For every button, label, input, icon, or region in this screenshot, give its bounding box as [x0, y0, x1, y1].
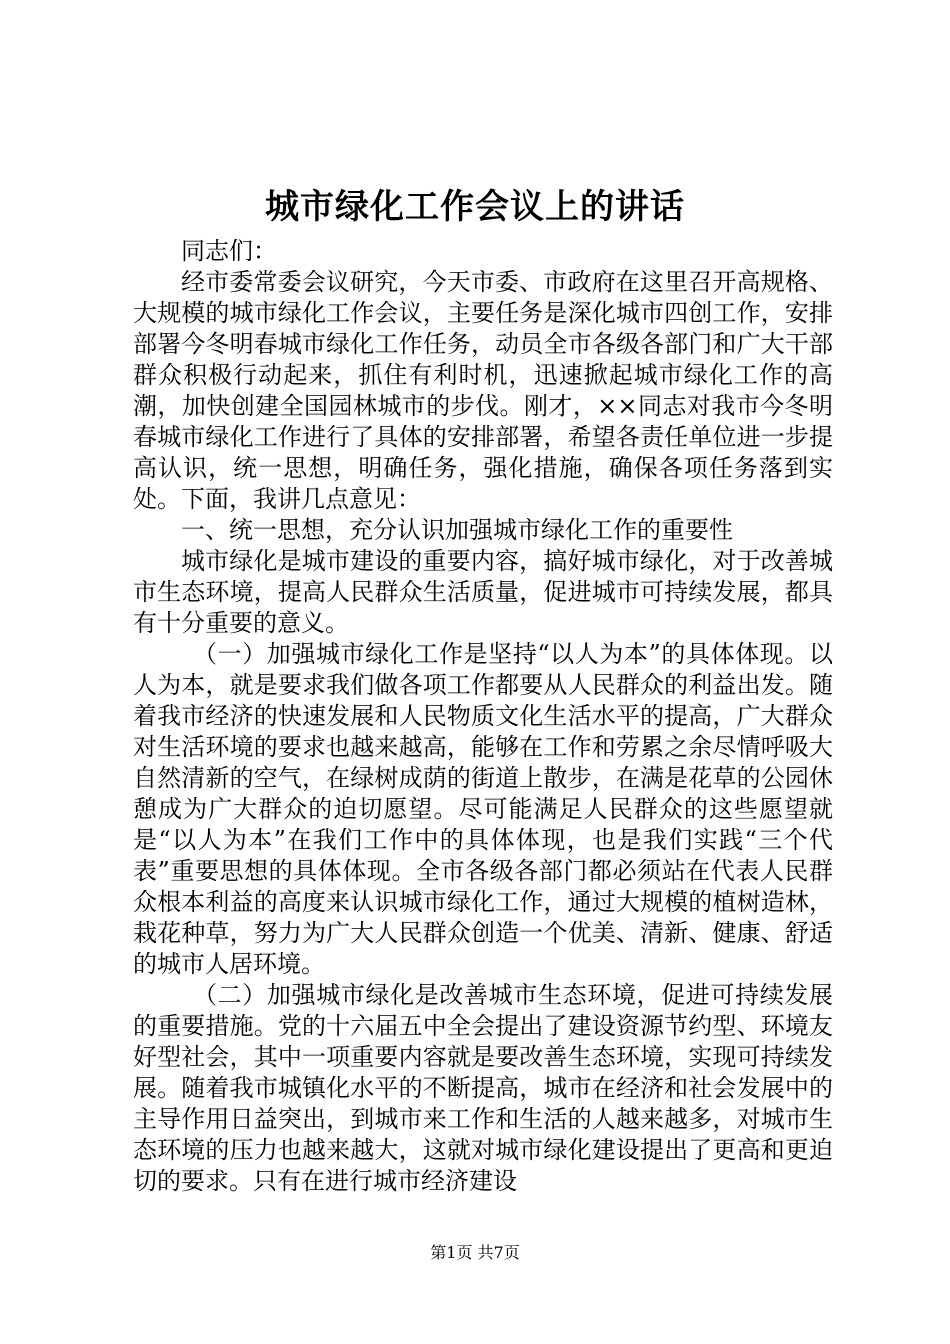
document-body: [133, 236, 833, 1197]
salutation: 同志们：: [181, 237, 277, 265]
page-title: 城市绿化工作会议上的讲话: [265, 187, 685, 227]
paragraph-point-1: （一）加强城市绿化工作是坚持“以人为本”的具体体现。以人为本，就是要求我们做各项工作都要从人民群众的利益出发。随着我市经济的快速发展和人民物质文化生活水平的提高，广大群众对生活环境的要求也越来越高，能够在工作和劳累之余尽情呼吸大自然清新的空气，在绿树成荫的街道上散步，在满是花草的公园休憩成为广大群众的迫切愿望。尽可能满足人民群众的这些愿望就是“以人为本”在我们工作中的具体体现，也是我们实践“三个代表”重要思想的具体体现。全市各级各部门都必须站在代表人民群众根本利益的高度来认识城市绿化工作，通过大规模的植树造林，栽花种草，努力为广大人民群众创造一个优美、清新、健康、舒适的城市人居环境。: [133, 640, 833, 978]
paragraph: 城市绿化是城市建设的重要内容，搞好城市绿化，对于改善城市生态环境，提高人民群众生活质量，促进城市可持续发展，都具有十分重要的意义。: [133, 547, 833, 637]
paragraph-point-2: （二）加强城市绿化是改善城市生态环境，促进可持续发展的重要措施。党的十六届五中全会提出了建设资源节约型、环境友好型社会，其中一项重要内容就是要改善生态环境，实现可持续发展。随着我市城镇化水平的不断提高，城市在经济和社会发展中的主导作用日益突出，到城市来工作和生活的人越来越多，对城市生态环境的压力也越来越大，这就对城市绿化建设提出了更高和更迫切的要求。只有在进行城市经济建设: [133, 981, 833, 1195]
paragraph-intro: 经市委常委会议研究，今天市委、市政府在这里召开高规格、大规模的城市绿化工作会议，主要任务是深化城市四创工作，安排部署今冬明春城市绿化工作任务，动员全市各级各部门和广大干部群众积极行动起来，抓住有利时机，迅速掀起城市绿化工作的高潮，加快创建全国园林城市的步伐。刚才，××同志对我市今冬明春城市绿化工作进行了具体的安排部署，希望各责任单位进一步提高认识，统一思想，明确任务，强化措施，确保各项任务落到实处。下面，我讲几点意见：: [133, 268, 833, 513]
page-footer: 第1页 共7页: [430, 1243, 520, 1262]
section-heading: 一、统一思想，充分认识加强城市绿化工作的重要性: [181, 516, 733, 544]
